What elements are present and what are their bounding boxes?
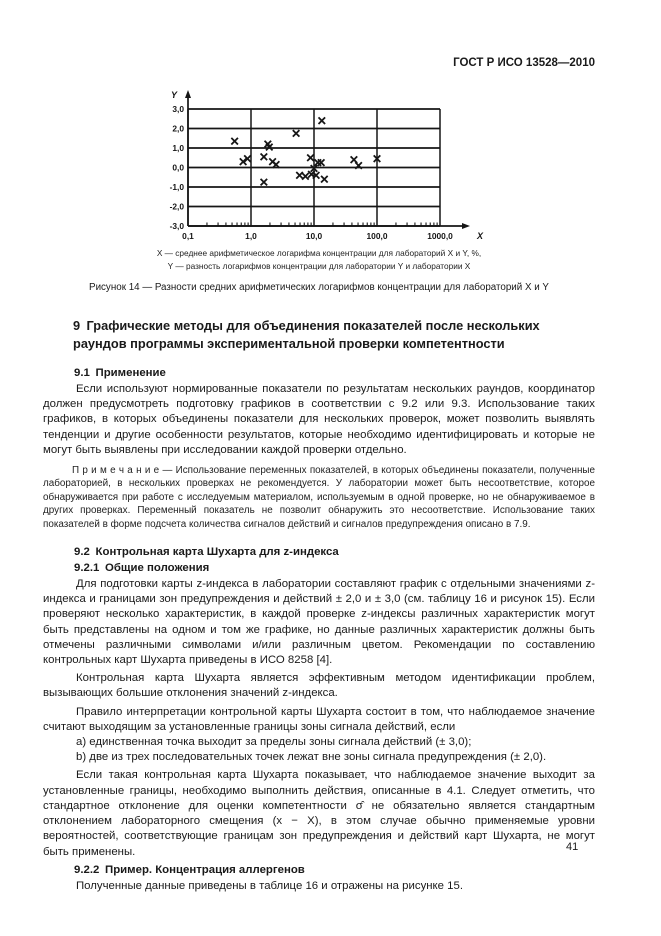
- section-9-2-1-paragraph-2: Контрольная карта Шухарта является эффективным методом идентификации проблем, вызывающих большие отклонения значений z-индекса.: [43, 672, 595, 700]
- page-number: 41: [566, 841, 579, 853]
- section-9-title: 9 Графические методы для объединения показателей после нескольких раундов программы экспериментальной проверки компетентности: [73, 318, 540, 351]
- svg-text:Y: Y: [170, 90, 177, 100]
- svg-text:1000,0: 1000,0: [427, 231, 453, 241]
- note-paragraph: П р и м е ч а н и е — Использование переменных показателей, в которых объединены показатели, полученные лабораторией, в нескольких проверках не рекомендуется. У лаборатории может быть несоответствие, которое обнаруживается при работе с исследуемым материалом, используемым в одной проверке, но не обнаруживаемое в других проверках. Переменный показатель не позволит обнаружить это несоответствие. Использование таких показателей в форме подсчета количества сигналов действий и сигналов предупреждения описано в 7.9.: [43, 465, 595, 530]
- figure-14: [43, 87, 595, 293]
- section-9-2-2-title: 9.2.2 Пример. Концентрация аллергенов: [74, 863, 305, 876]
- svg-text:100,0: 100,0: [366, 231, 388, 241]
- svg-text:10,0: 10,0: [305, 231, 323, 241]
- section-9-1-title: 9.1 Применение: [74, 367, 166, 379]
- svg-text:0,0: 0,0: [172, 162, 184, 173]
- svg-text:2,0: 2,0: [172, 123, 184, 134]
- list-item-b: b) две из трех последовательных точек лежат вне зоны сигнала предупреждения (± 2,0).: [76, 751, 547, 764]
- svg-text:-2,0: -2,0: [169, 201, 184, 212]
- svg-text:-3,0: -3,0: [169, 221, 184, 231]
- section-9-2-1-title: 9.2.1 Общие положения: [74, 562, 210, 575]
- section-9-1-paragraph: Если используют нормированные показатели по результатам нескольких раундов, координатор должен предусмотреть подготовку графиков в соответствии с 9.2 или 9.3. Использование таких графиков, в которых объединены показатели для нескольких проверок, может позволить выявлять тенденции и другие особенности результатов, которые необходимо идентифицировать и которые не могут быть выявлены при исследовании каждой проверки отдельно.: [43, 383, 595, 456]
- list-item-a: а) единственная точка выходит за пределы зоны сигнала действий (± 3,0);: [76, 736, 472, 749]
- section-9-2-1-paragraph-1: Для подготовки карты z-индекса в лаборатории составляют график с отдельными значениями z-индекса и границами зон предупреждения и действий ± 2,0 и ± 3,0 (см. таблицу 16 и рисунок 15). Если проверяют несколько характеристик, в каждой проверке z-индексы различных характеристик могут быть представлены на одном и том же графике, но данные различных характеристик должны быть отмечены различными символами и/или различным цветом. Рекомендации по составлению контрольных карт Шухарта приведены в ИСО 8258 [4].: [43, 578, 595, 667]
- document-header: ГОСТ Р ИСО 13528—2010: [453, 57, 595, 69]
- figure-legend: [43, 247, 595, 272]
- section-9-2-title: 9.2 Контрольная карта Шухарта для z-индекса: [74, 546, 339, 559]
- svg-text:1,0: 1,0: [172, 143, 184, 153]
- scatter-plot-svg: [163, 87, 493, 245]
- figure-caption: Рисунок 14 — Разности средних арифметических логарифмов концентрации для лабораторий X и Y: [89, 282, 549, 293]
- section-9-2-1-paragraph-4: Если такая контрольная карта Шухарта показывает, что наблюдаемое значение выходит за установленные границы, необходимо выполнить действия, описанные в 4.1. Следует отметить, что стандартное отклонение для оценки компетентности σ̂ не обязательно является стандартным отклонением лабораторного смещения (x − X), в этом случае обычно применяемые уровни вероятностей, соответствующие границам зон предупреждения и действий карт Шухарта, не могут быть применены.: [43, 769, 595, 858]
- section-9-2-1-paragraph-3: Правило интерпретации контрольной карты Шухарта состоит в том, что наблюдаемое значение считают выходящим за установленные границы зоны сигнала действий, если: [43, 705, 595, 733]
- svg-text:-1,0: -1,0: [169, 182, 184, 192]
- svg-text:0,1: 0,1: [182, 231, 194, 241]
- svg-text:X: X: [476, 231, 484, 241]
- figure-legend-line1: X — среднее арифметическое логарифма концентрации для лабораторий X и Y, %,: [156, 248, 482, 258]
- figure-14-chart: [163, 87, 595, 245]
- svg-text:3,0: 3,0: [172, 104, 184, 114]
- section-9-2-2-paragraph: Полученные данные приведены в таблице 16 и отражены на рисунке 15.: [76, 879, 463, 892]
- figure-legend-line2: Y — разность логарифмов концентрации для лаборатории Y и лаборатории X: [167, 260, 471, 271]
- svg-text:1,0: 1,0: [245, 231, 257, 241]
